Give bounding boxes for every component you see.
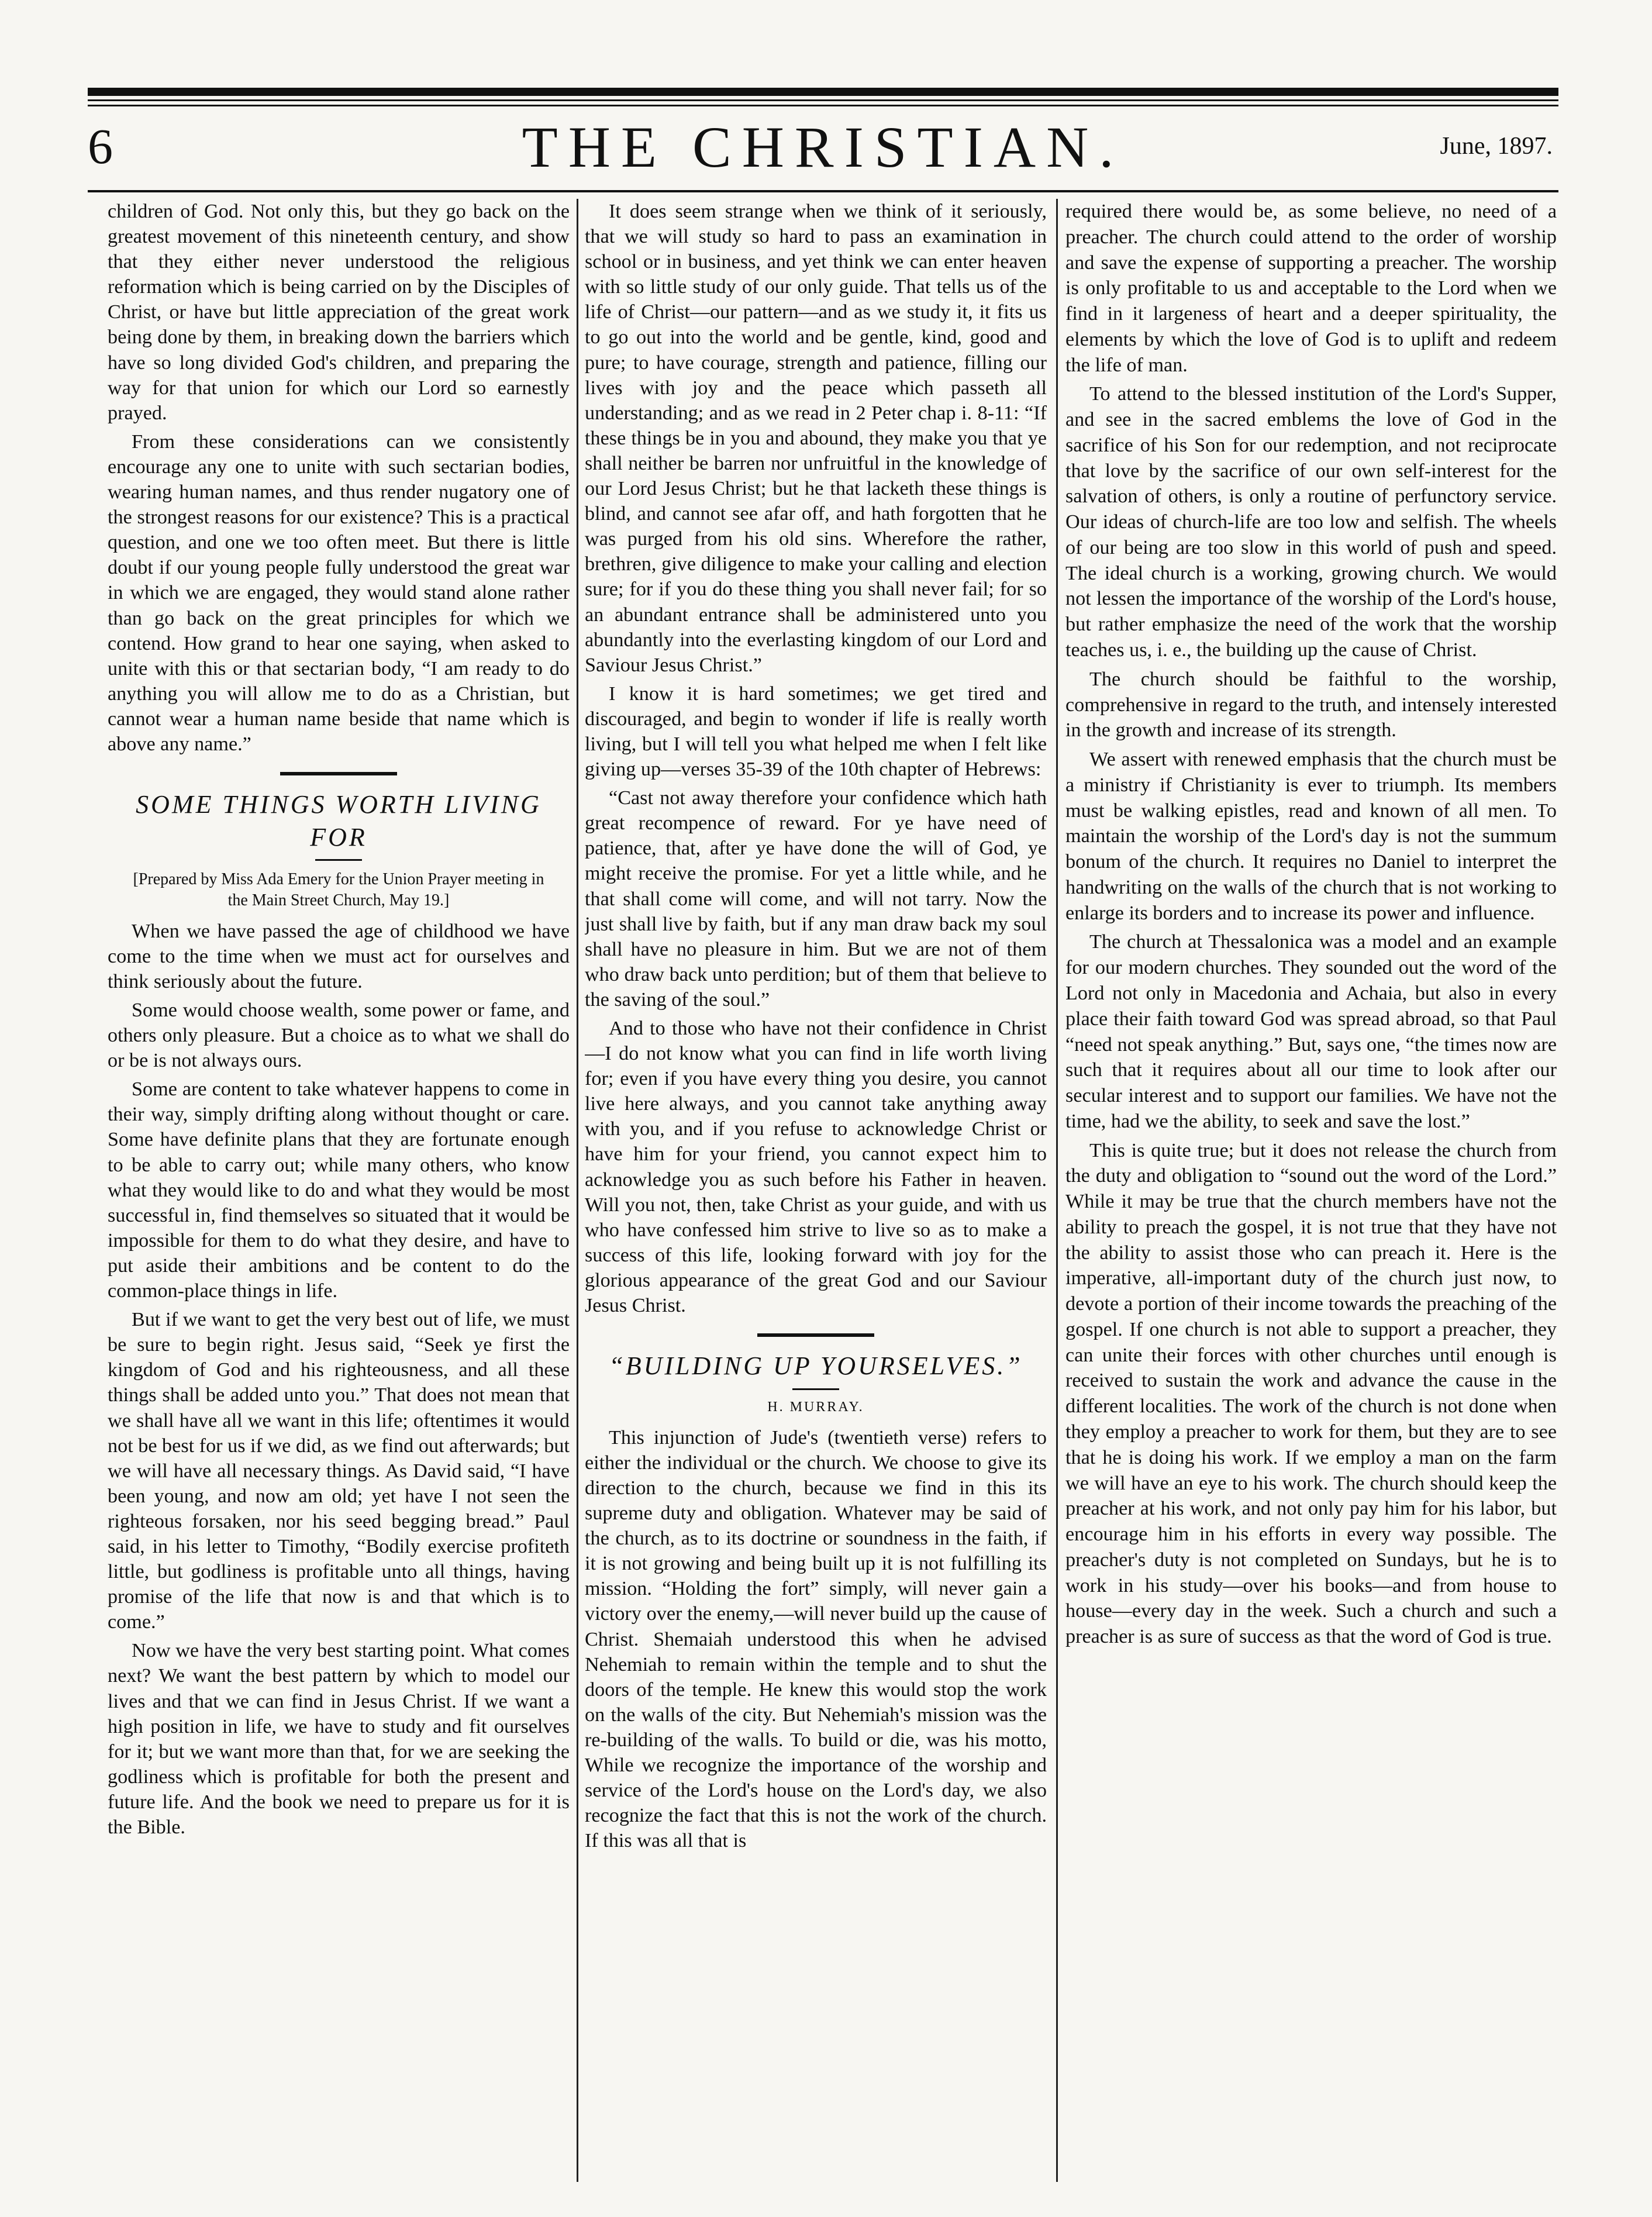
paragraph: Some are content to take whatever happens to come in their way, simply drifting along without thought or care. Some have definite plans that they are fortunate enough to be able to carry out; while many others, who know what they would like to do and what they would be most successful in, find themselves so situated that it would be impossible for them to do what they desire, and have to put aside their ambitions and be content to do the common-place things in life. [108,1078,570,1302]
column-3 [1065,199,1557,2194]
paragraph: From these considerations can we consistently encourage any one to unite with such sectarian bodies, wearing human names, and thus render nugatory one of the strongest reasons for our existence? This is a practical question, and one we too often meet. But there is little doubt if our young people fully understood the great war in which we are engaged, they would stand alone rather than go back on the great principles for which we contend. How grand to hear one saying, when asked to unite with this or that sectarian body, “I am ready to do anything you will allow me to do as a Christian, but cannot wear a human name beside that name which is above any name.” [108,430,570,755]
masthead-bottom-rule [88,190,1558,192]
paragraph: When we have passed the age of childhood we have come to the time when we must act for ourselves and think seriously about the future. [108,920,570,992]
section-divider [280,772,397,775]
article-title: “BUILDING UP YOURSELVES.” [609,1351,1023,1381]
masthead [88,111,1558,187]
paragraph: children of God. Not only this, but they go back on the greatest movement of this nineteenth century, and show that they either never understood the religious reformation which is being carried on by the Disciples of Christ, or have but little appreciation of the great work being done by them, in breaking down the barriers which have so long divided God's children, and preparing the way for that union for which our Lord so earnestly prayed. [108,201,570,424]
title-rule [792,1388,839,1390]
column-divider [577,199,578,2182]
paragraph: But if we want to get the very best out of life, we must be sure to begin right. Jesus said, “Seek ye first the kingdom of God and his righteousness, and all these things shall be added unto you.” That does not mean that we shall have all we want in this life; oftentimes it would not be best for us if we did, as we find out afterwards; but we will have all necessary things. As David said, “I have been young, and now am old; yet have I not seen the righteous forsaken, nor his seed begging bread.” Paul said, in his letter to Timothy, “Bodily exercise profiteth little, but godliness is profitable unto all things, having promise of the life that now is and that which is to come.” [108,1309,570,1633]
paragraph: Some would choose wealth, some power or fame, and others only pleasure. But a choice as to what we shall do or be is not always ours. [108,999,570,1072]
paragraph: We assert with renewed emphasis that the church must be a ministry if Christianity is ever to triumph. Its members must be walking epistles, read and known of all men. To maintain the worship of the Lord's day is not the summum bonum of the church. It requires no Daniel to interpret the handwriting on the walls of the church that is not working to enlarge its borders and to increase its power and influence. [1065,749,1557,924]
paragraph: It does seem strange when we think of it seriously, that we will study so hard to pass an examination in school or in business, and yet think we can enter heaven with so little study of our only guide. That tells us of the life of Christ—our pattern—and as we study it, it fits us to go out into the world and be gentle, kind, good and pure; to have courage, strength and patience, filling our lives with joy and the peace which passeth all understanding; and as we read in 2 Peter chap i. 8-11: “If these things be in you and abound, they make you that ye shall neither be barren nor unfruitful in the knowledge of our Lord Jesus Christ; but he that lacketh these things is blind, and cannot see afar off, and hath forgotten that he was purged from his old sins. Wherefore the rather, brethren, give diligence to make your calling and election sure; for if you do these thing you shall never fail; for so an abundant entrance shall be administered unto you abundantly into the everlasting kingdom of our Lord and Saviour Jesus Christ.” [585,201,1047,676]
article-title: SOME THINGS WORTH LIVING FOR [136,790,542,851]
article-byline: H. MURRAY. [767,1399,864,1415]
page-number: 6 [88,118,113,174]
paragraph: The church at Thessalonica was a model and an example for our modern churches. They sounded out the word of the Lord not only in Macedonia and Achaia, but also in every place their faith toward God was spread abroad, so that Paul “need not speak anything.” But, says one, “the times now are such that it requires about all our time to look after our secular interest and to support our families. We have not the time, had we the ability, to seek and save the lost.” [1065,931,1557,1132]
paragraph: The church should be faithful to the worship, comprehensive in regard to the truth, and intensely interested in the growth and increase of its strength. [1065,668,1557,742]
paragraph: And to those who have not their confidence in Christ—I do not know what you can find in life worth living for; even if you have every thing you desire, you cannot live here always, and you cannot take anything away with you, and if you refuse to acknowledge Christ or have him for your friend, you cannot expect him to acknowledge you as such before his Father in heaven. Will you not, then, take Christ as your guide, and with us who have confessed him strive to live so as to make a success of this life, looking forward with joy for the glorious appearance of the great God and our Saviour Jesus Christ. [585,1018,1047,1317]
paragraph: “Cast not away therefore your confidence which hath great recompence of reward. For ye have need of patience, that, after ye have done the will of God, ye might receive the promise. For yet a little while, and he that shall come will come, and will not tarry. Now the just shall live by faith, but if any man draw back my soul shall have no pleasure in him. But we are not of them who draw back unto perdition; but of them that believe to the saving of the soul.” [585,787,1047,1011]
title-rule [315,859,362,861]
paragraph: This injunction of Jude's (twentieth verse) refers to either the individual or the church. We choose to give its direction to the church, because we find in this its supreme duty and obligation. Whatever may be said of the church, as to its doctrine or soundness in the faith, if it is not growing and being built up it is not fulfilling its mission. “Holding the fort” simply, will never gain a victory over the enemy,—will never build up the cause of Christ. Shemaiah understood this when he advised Nehemiah to remain within the temple and to shut the doors of the temple. He knew this would stop the work on the walls of the city. But Nehemiah's mission was the re-building of the walls. To build or die, was his motto, While we recognize the importance of the worship and service of the Lord's house on the Lord's day, we also recognize the fact that this is not the work of the church. If this was all that is [585,1426,1047,1852]
article-note: [Prepared by Miss Ada Emery for the Union Prayer meeting in the Main Street Church, May 19.] [133,870,544,910]
column-1 [108,199,570,2194]
publication-title: THE CHRISTIAN. [522,115,1125,180]
issue-date: June, 1897. [1440,133,1553,160]
paragraph: This is quite true; but it does not release the church from the duty and obligation to “sound out the word of the Lord.” While it may be true that the church members have not the ability to preach the gospel, it is not true that they have not the ability to assist those who can preach it. Here is the imperative, all-important duty of the church just now, to devote a portion of their income towards the preaching of the gospel. If one church is not able to support a preacher, they can unite their forces with other churches until enough is received to sustain the work and advance the cause in the different localities. The work of the church is not done when they employ a preacher to work for them, but they are to see that he is doing his work. If we employ a man on the farm we will have an eye to his work. The church should keep the preacher at his work, and not only pay him for his labor, but encourage him in his efforts in every way possible. The preacher's duty is not completed on Sundays, but he is to work in his study—over his books—and from house to house—every day in the week. Such a church and such a preacher is as sure of success as that the word of God is true. [1065,1139,1557,1648]
section-divider [757,1333,874,1337]
paragraph: Now we have the very best starting point. What comes next? We want the best pattern by which to model our lives and that we can find in Jesus Christ. If we want a high position in life, we have to study and fit ourselves for it; but we want more than that, for we are seeking the godliness which is profitable for both the present and future life. And the book we need to prepare us for it is the Bible. [108,1640,570,1838]
paragraph: I know it is hard sometimes; we get tired and discouraged, and begin to wonder if life is really worth living, but I will tell you what helped me when I felt like giving up—verses 35-39 of the 10th chapter of Hebrews: [585,682,1047,781]
paragraph: To attend to the blessed institution of the Lord's Supper, and see in the sacred emblems the love of God in the sacrifice of his Son for our redemption, and not reciprocate that love by the sacrifice of our own self-interest for the salvation of others, is only a routine of perfunctory service. Our ideas of church-life are too low and selfish. The wheels of our being are too slow in this world of push and speed. The ideal church is a working, growing church. We would not lessen the importance of the worship of the Lord's house, but rather emphasize the need of the work that the worship teaches us, i. e., the building up the cause of Christ. [1065,383,1557,661]
column-2 [585,199,1047,2194]
paragraph: required there would be, as some believe, no need of a preacher. The church could attend to the order of worship and save the expense of supporting a preacher. The worship is only profitable to us and acceptable to the Lord when we find in it largeness of heart and a deeper spirituality, the elements by which the love of God is to uplift and redeem the life of man. [1065,201,1557,376]
masthead-top-rules [88,88,1558,106]
column-divider [1056,199,1058,2182]
